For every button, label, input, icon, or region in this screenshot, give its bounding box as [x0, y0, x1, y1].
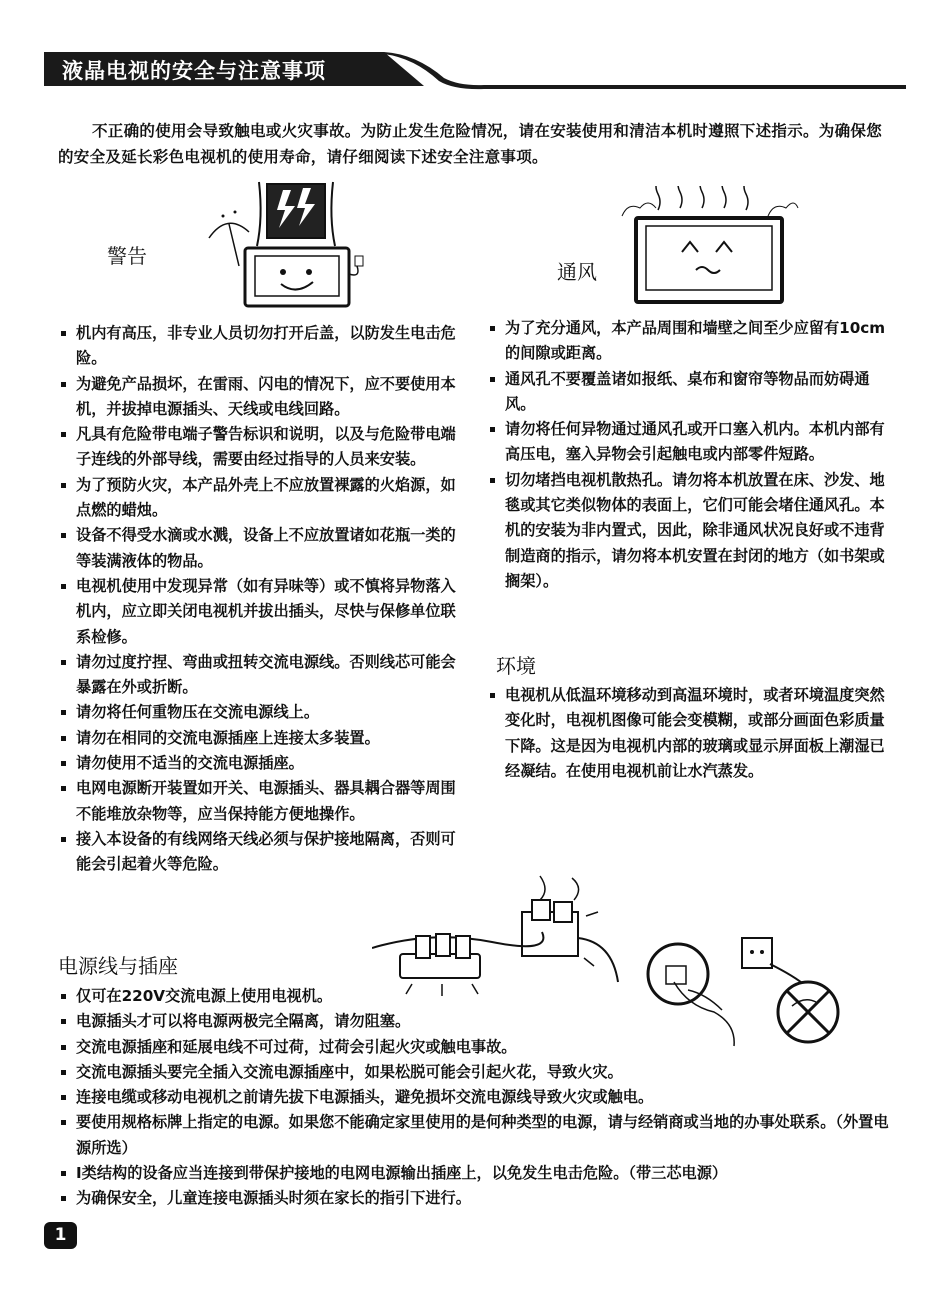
list-item: 电视机使用中发现异常（如有异味等）或不慎将异物落入机内，应立即关闭电视机并拔出插头，尽快与保修单位联系检修。	[58, 574, 470, 650]
list-item: 通风孔不要覆盖诸如报纸、桌布和窗帘等物品而妨碍通风。	[487, 367, 897, 418]
environment-list	[487, 683, 897, 784]
list-item: 为避免产品损坏，在雷雨、闪电的情况下，应不要使用本机，并拔掉电源插头、天线或电线回路。	[58, 372, 470, 423]
list-item: 请勿使用不适当的交流电源插座。	[58, 751, 470, 776]
ventilation-list	[487, 316, 897, 594]
power-heading: 电源线与插座	[58, 954, 178, 978]
section-header-banner	[44, 48, 906, 90]
list-item: 凡具有危险带电端子警告标识和说明，以及与危险带电端子连线的外部导线，需要由经过指导的人员来安装。	[58, 422, 470, 473]
list-item: 交流电源插座和延展电线不可过荷，过荷会引起火灾或触电事故。	[58, 1035, 898, 1060]
list-item: 为了预防火灾，本产品外壳上不应放置裸露的火焰源，如点燃的蜡烛。	[58, 473, 470, 524]
warning-list	[58, 321, 470, 878]
power-list	[58, 984, 898, 1212]
list-item: 接入本设备的有线网络天线必须与保护接地隔离，否则可能会引起着火等危险。	[58, 827, 470, 878]
ventilation-heading: 通风	[557, 260, 597, 284]
list-item: 要使用规格标牌上指定的电源。如果您不能确定家里使用的是何种类型的电源，请与经销商或当地的办事处联系。（外置电源所选）	[58, 1110, 898, 1161]
list-item: 交流电源插头要完全插入交流电源插座中，如果松脱可能会引起火花，导致火灾。	[58, 1060, 898, 1085]
warning-heading: 警告	[107, 244, 147, 268]
list-item: 连接电缆或移动电视机之前请先拔下电源插头，避免损坏交流电源线导致火灾或触电。	[58, 1085, 898, 1110]
list-item: 机内有高压，非专业人员切勿打开后盖，以防发生电击危险。	[58, 321, 470, 372]
intro-paragraph	[58, 118, 894, 170]
page-number: 1	[44, 1222, 77, 1249]
list-item: 请勿将任何重物压在交流电源线上。	[58, 700, 470, 725]
page-title: 液晶电视的安全与注意事项	[62, 59, 326, 83]
tv-storm-illustration	[205, 178, 375, 310]
list-item: 请勿将任何异物通过通风孔或开口塞入机内。本机内部有高压电，塞入异物会引起触电或内部零件短路。	[487, 417, 897, 468]
list-item: 为了充分通风，本产品周围和墙壁之间至少应留有10cm的间隙或距离。	[487, 316, 897, 367]
list-item: 请勿过度拧捏、弯曲或扭转交流电源线。否则线芯可能会暴露在外或折断。	[58, 650, 470, 701]
list-item: 电网电源断开装置如开关、电源插头、器具耦合器等周围不能堆放杂物等，应当保持能方便地操作。	[58, 776, 470, 827]
list-item: 切勿堵挡电视机散热孔。请勿将本机放置在床、沙发、地毯或其它类似物体的表面上，它们可能会堵住通风孔。本机的安装为非内置式，因此，除非通风状况良好或不违背制造商的指示，请勿将本机安置在封闭的地方（如书架或搁架）。	[487, 468, 897, 594]
list-item: 为确保安全，儿童连接电源插头时须在家长的指引下进行。	[58, 1186, 898, 1211]
list-item: 电视机从低温环境移动到高温环境时，或者环境温度突然变化时，电视机图像可能会变模糊，或部分画面色彩质量下降。这是因为电视机内部的玻璃或显示屏面板上潮湿已经凝结。在使用电视机前让水汽蒸发。	[487, 683, 897, 784]
list-item: 请勿在相同的交流电源插座上连接太多装置。	[58, 726, 470, 751]
tv-heat-illustration	[618, 186, 800, 306]
environment-heading: 环境	[496, 654, 536, 678]
intro-text: 不正确的使用会导致触电或火灾事故。为防止发生危险情况，请在安装使用和清洁本机时遵照下述指示。为确保您的安全及延长彩色电视机的使用寿命，请仔细阅读下述安全注意事项。	[58, 122, 883, 166]
list-item: 电源插头才可以将电源两极完全隔离，请勿阻塞。	[58, 1009, 898, 1034]
list-item: Ⅰ类结构的设备应当连接到带保护接地的电网电源输出插座上，以免发生电击危险。（带三芯电源）	[58, 1161, 898, 1186]
list-item: 仅可在220V交流电源上使用电视机。	[58, 984, 898, 1009]
list-item: 设备不得受水滴或水溅，设备上不应放置诸如花瓶一类的等装满液体的物品。	[58, 523, 470, 574]
